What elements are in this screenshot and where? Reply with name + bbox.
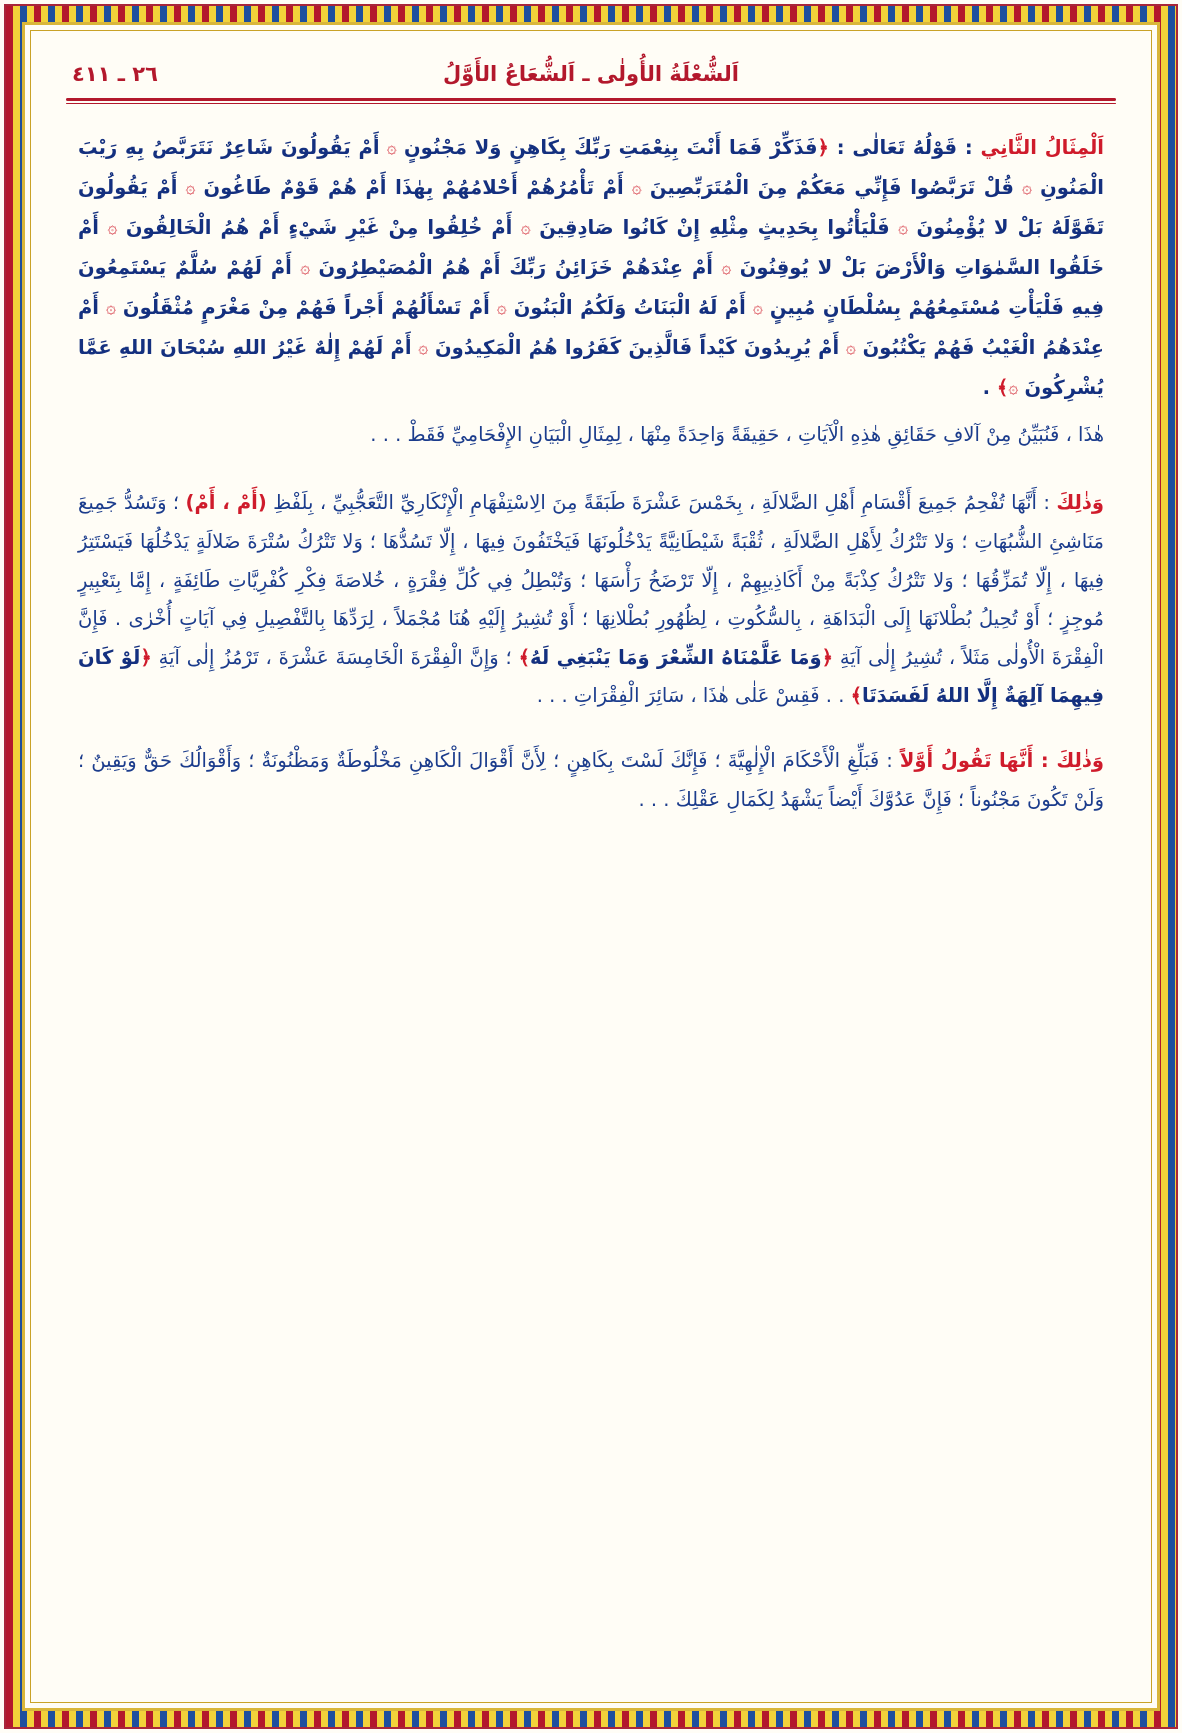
explanation-text-c: ؛ وَإِنَّ الْفِقْرَةَ الْخَامِسَةَ عَشْرَةَ ، تَرْمُزُ إِلٰى آيَةِ	[151, 645, 519, 669]
paragraph-after-quran: هٰذَا ، فَنُبَيِّنُ مِنْ آلافِ حَقَائِقِ هٰذِهِ الْآيَاتِ ، حَقِيقَةً وَاحِدَةً مِنْهَا ، لِمِثَالِ الْبَيَانِ الإِفْحَامِيِّ فَقَطْ . . .	[370, 422, 1104, 446]
lead-label-2: وَذٰلِكَ	[1056, 491, 1104, 515]
explanation-text-b: ؛ وَتَسُدُّ جَمِيعَ مَنَاشِئِ الشُّبُهَاتِ ؛ وَلا تَتْرُكُ لِأَهْلِ الضَّلالَةِ ، ثُقْبَةً شَيْطَانِيَّةً يَدْخُلُونَهَا فَيَخْتَفُونَ فِيهَا ، إِلّا تَسُدُّهَا ؛ وَلا تَتْرُكُ سُتْرَةَ ضَلالَةٍ يَدْخُلُهَا فَيَسْتَتِرُ فِيهَا ، إِلّا تُمَزِّقُهَا ؛ وَلا تَتْرُكُ كِذْبَةً مِنْ أَكَاذِيبِهِمْ ، إِلّا تَرْضَخُ رَأْسَهَا ؛ وَتُبْطِلُ فِي كُلِّ فِقْرَةٍ ، خُلاصَةَ فِكْرِ كُفْرِيَّاتِ طَائِفَةٍ ، إِمَّا بِتَعْبِيرٍ مُوجِزٍ ؛ أَوْ تُحِيلُ بُطْلانَهَا إِلَى الْبَدَاهَةِ ، بِالسُّكُوتِ ، لِظُهُورِ بُطْلانِهَا ؛ أَوْ تُشِيرُ إِلَيْهِ هُنَا مُجْمَلاً ، لِرَدِّهَا بِالتَّفْصِيلِ فِي آيَاتٍ أُخْرٰى . فَإِنَّ الْفِقْرَةَ الْأُولٰى مَثَلاً ، تُشِيرُ إِلٰى آيَةِ	[78, 491, 1104, 669]
aya-separator-icon: ۞	[105, 297, 116, 318]
explanation-text-a: أَنَّهَا تُفْحِمُ جَمِيعَ أَقْسَامِ أَهْلِ الضَّلالَةِ ، بِخَمْسَ عَشْرَةَ طَبَقَةً مِنَ الِاسْتِفْهَامِ الْإِنْكَارِيِّ التَّعَجُّبِيِّ ، بِلَفْظِ	[266, 491, 1037, 515]
quran-open-brace-inline-2: ﴿	[140, 645, 152, 669]
quran-line-15: أَمْ لَهُمْ إِلٰهٌ غَيْرُ اللهِ سُبْحَانَ اللهِ عَمَّا يُشْرِكُونَ	[78, 335, 1104, 399]
quran-close-brace-inline-2: ﴾	[850, 684, 863, 708]
lead-sep-1: :	[957, 136, 981, 159]
aya-separator-icon: ۞	[845, 337, 856, 358]
paragraph-conclusion	[78, 742, 1104, 819]
quran-line-2: أَمْ يَقُولُونَ شَاعِرٌ نَتَرَبَّصُ بِهِ رَيْبَ الْمَنُونِ	[78, 136, 1104, 199]
lead-sep-2: :	[1036, 491, 1057, 515]
lead-sep-3: :	[879, 749, 900, 773]
aya-separator-icon: ۞	[1008, 377, 1019, 398]
quran-line-12: أَمْ تَسْأَلُهُمْ أَجْراً فَهُمْ مِنْ مَغْرَمٍ مُثْقَلُونَ	[122, 295, 490, 319]
aya-separator-icon: ۞	[520, 217, 531, 238]
quran-close-brace-inline-1: ﴾	[518, 645, 531, 669]
aya-separator-icon: ۞	[752, 297, 763, 318]
page-content-area	[58, 46, 1124, 1681]
lead-intro-1: قَوْلُهُ تَعَالٰى :	[828, 136, 958, 159]
aya-separator-icon: ۞	[418, 337, 429, 358]
explanation-text-d: . . فَقِسْ عَلٰى هٰذَا ، سَائِرَ الْفِقْرَاتِ . . .	[536, 684, 851, 708]
quran-inline-2: لَوْ كَانَ فِيهِمَا آلِهَةٌ إِلَّا اللهُ لَفَسَدَتَا	[78, 645, 1104, 708]
quran-open-brace-inline-1: ﴿	[821, 645, 834, 669]
quran-close-brace: ﴾	[996, 375, 1009, 399]
aya-separator-icon: ۞	[185, 177, 196, 198]
quran-line-13: أَمْ عِنْدَهُمُ الْغَيْبُ فَهُمْ يَكْتُبُونَ	[78, 295, 1104, 359]
aya-separator-icon: ۞	[300, 257, 311, 278]
quran-inline-1: وَمَا عَلَّمْنَاهُ الشِّعْرَ وَمَا يَنْبَغِي لَهُ	[530, 645, 822, 669]
lead-label-1: اَلْمِثَالُ الثَّانِي	[980, 136, 1104, 159]
quran-end-dot: .	[982, 375, 997, 399]
paragraph-explanation	[78, 484, 1104, 716]
page-number: ٢٦ ـ ٤١١	[72, 62, 158, 86]
quran-line-8: أَمْ خَلَقُوا السَّمٰوَاتِ وَالْأَرْضَ بَلْ لا يُوقِنُونَ	[78, 215, 1105, 279]
aya-separator-icon: ۞	[386, 138, 397, 158]
quran-line-10: أَمْ لَهُمْ سُلَّمٌ يَسْتَمِعُونَ فِيهِ فَلْيَأْتِ مُسْتَمِعُهُمْ بِسُلْطَانٍ مُبِينٍ	[78, 255, 1104, 319]
aya-separator-icon: ۞	[107, 217, 118, 238]
aya-separator-icon: ۞	[631, 177, 642, 198]
quran-line-5: أَمْ يَقُولُونَ تَقَوَّلَهُ بَلْ لا يُؤْمِنُونَ	[78, 175, 1105, 239]
quran-line-1: فَذَكِّرْ فَمَا أَنْتَ بِنِعْمَتِ رَبِّكَ بِكَاهِنٍ وَلا مَجْنُونٍ	[404, 136, 818, 159]
quran-line-3: قُلْ تَرَبَّصُوا فَإِنِّي مَعَكُمْ مِنَ الْمُتَرَبِّصِينَ	[649, 175, 1014, 199]
quran-line-6: فَلْيَأْتُوا بِحَدِيثٍ مِثْلِهِ إِنْ كَانُوا صَادِقِينَ	[539, 215, 890, 239]
aya-separator-icon: ۞	[1022, 177, 1032, 198]
header-rule	[66, 98, 1116, 101]
quran-line-9: أَمْ عِنْدَهُمْ خَزَائِنُ رَبِّكَ أَمْ هُمُ الْمُصَيْطِرُونَ	[318, 255, 713, 279]
inline-emphasis-am: (أَمْ ، أَمْ)	[185, 491, 267, 515]
lead-label-3: وَذٰلِكَ : أَنَّهَا تَقُولُ أَوَّلاً	[899, 749, 1104, 773]
quran-line-14: أَمْ يُرِيدُونَ كَيْداً فَالَّذِينَ كَفَرُوا هُمُ الْمَكِيدُونَ	[435, 335, 840, 359]
conclusion-text: فَبَلِّغِ الْأَحْكَامَ الْإِلٰهِيَّةَ ؛ فَإِنَّكَ لَسْتَ بِكَاهِنٍ ؛ لِأَنَّ أَقْوَالَ الْكَاهِنِ مَخْلُوطَةٌ وَمَظْنُونَةٌ ؛ وَأَقْوَالُكَ حَقٌّ وَيَقِينٌ ؛ وَلَنْ تَكُونَ مَجْنُوناً ؛ فَإِنَّ عَدُوَّكَ أَيْضاً يَشْهَدُ لِكَمَالِ عَقْلِكَ . . .	[78, 749, 1104, 811]
page-title: اَلشُّعْلَةُ الأُولٰى ـ اَلشُّعَاعُ الأَوَّلُ	[443, 62, 739, 86]
aya-separator-icon: ۞	[721, 257, 732, 278]
quran-line-7: أَمْ خُلِقُوا مِنْ غَيْرِ شَيْءٍ أَمْ هُمُ الْخَالِقُونَ	[125, 215, 513, 239]
aya-separator-icon: ۞	[898, 217, 909, 238]
aya-separator-icon: ۞	[496, 297, 507, 318]
quran-line-11: أَمْ لَهُ الْبَنَاتُ وَلَكُمُ الْبَنُونَ	[513, 295, 746, 319]
quran-line-4: أَمْ تَأْمُرُهُمْ أَحْلامُهُمْ بِهٰذَا أَمْ هُمْ قَوْمٌ طَاغُونَ	[203, 175, 624, 199]
body-text	[58, 104, 1124, 819]
quran-open-brace: ﴿	[817, 136, 829, 159]
paragraph-quran-example	[78, 128, 1104, 408]
page-header	[58, 46, 1124, 92]
